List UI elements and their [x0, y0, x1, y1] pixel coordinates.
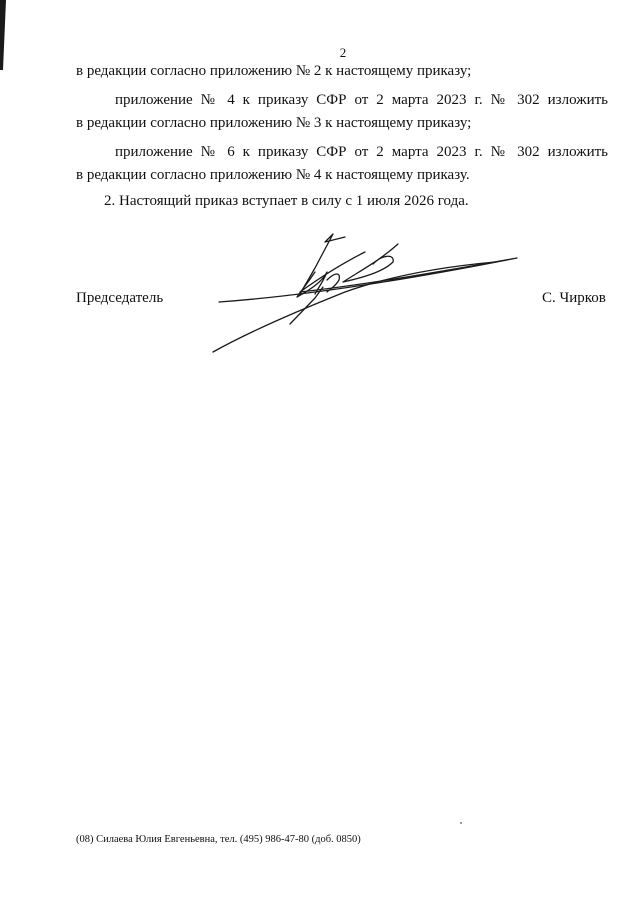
body-line-2: приложение № 4 к приказу СФР от 2 марта 2023 г. № 302 изложить [115, 92, 608, 108]
handwritten-signature [205, 232, 525, 357]
body-line-6: 2. Настоящий приказ вступает в силу с 1 июля 2026 года. [104, 193, 469, 209]
body-line-5: в редакции согласно приложению № 4 к настоящему приказу. [76, 167, 470, 183]
body-line-3: в редакции согласно приложению № 3 к настоящему приказу; [76, 115, 472, 131]
body-line-4: приложение № 6 к приказу СФР от 2 марта 2023 г. № 302 изложить [115, 144, 608, 160]
scan-edge-mark [0, 0, 8, 70]
body-line-1: в редакции согласно приложению № 2 к настоящему приказу; [76, 63, 472, 79]
page-number: 2 [339, 45, 347, 60]
signer-name: С. Чирков [542, 290, 606, 306]
scan-speck [460, 822, 462, 824]
executor-footer: (08) Силаева Юлия Евгеньевна, тел. (495) 986-47-80 (доб. 0850) [76, 834, 361, 845]
position-title: Председатель [76, 290, 164, 306]
